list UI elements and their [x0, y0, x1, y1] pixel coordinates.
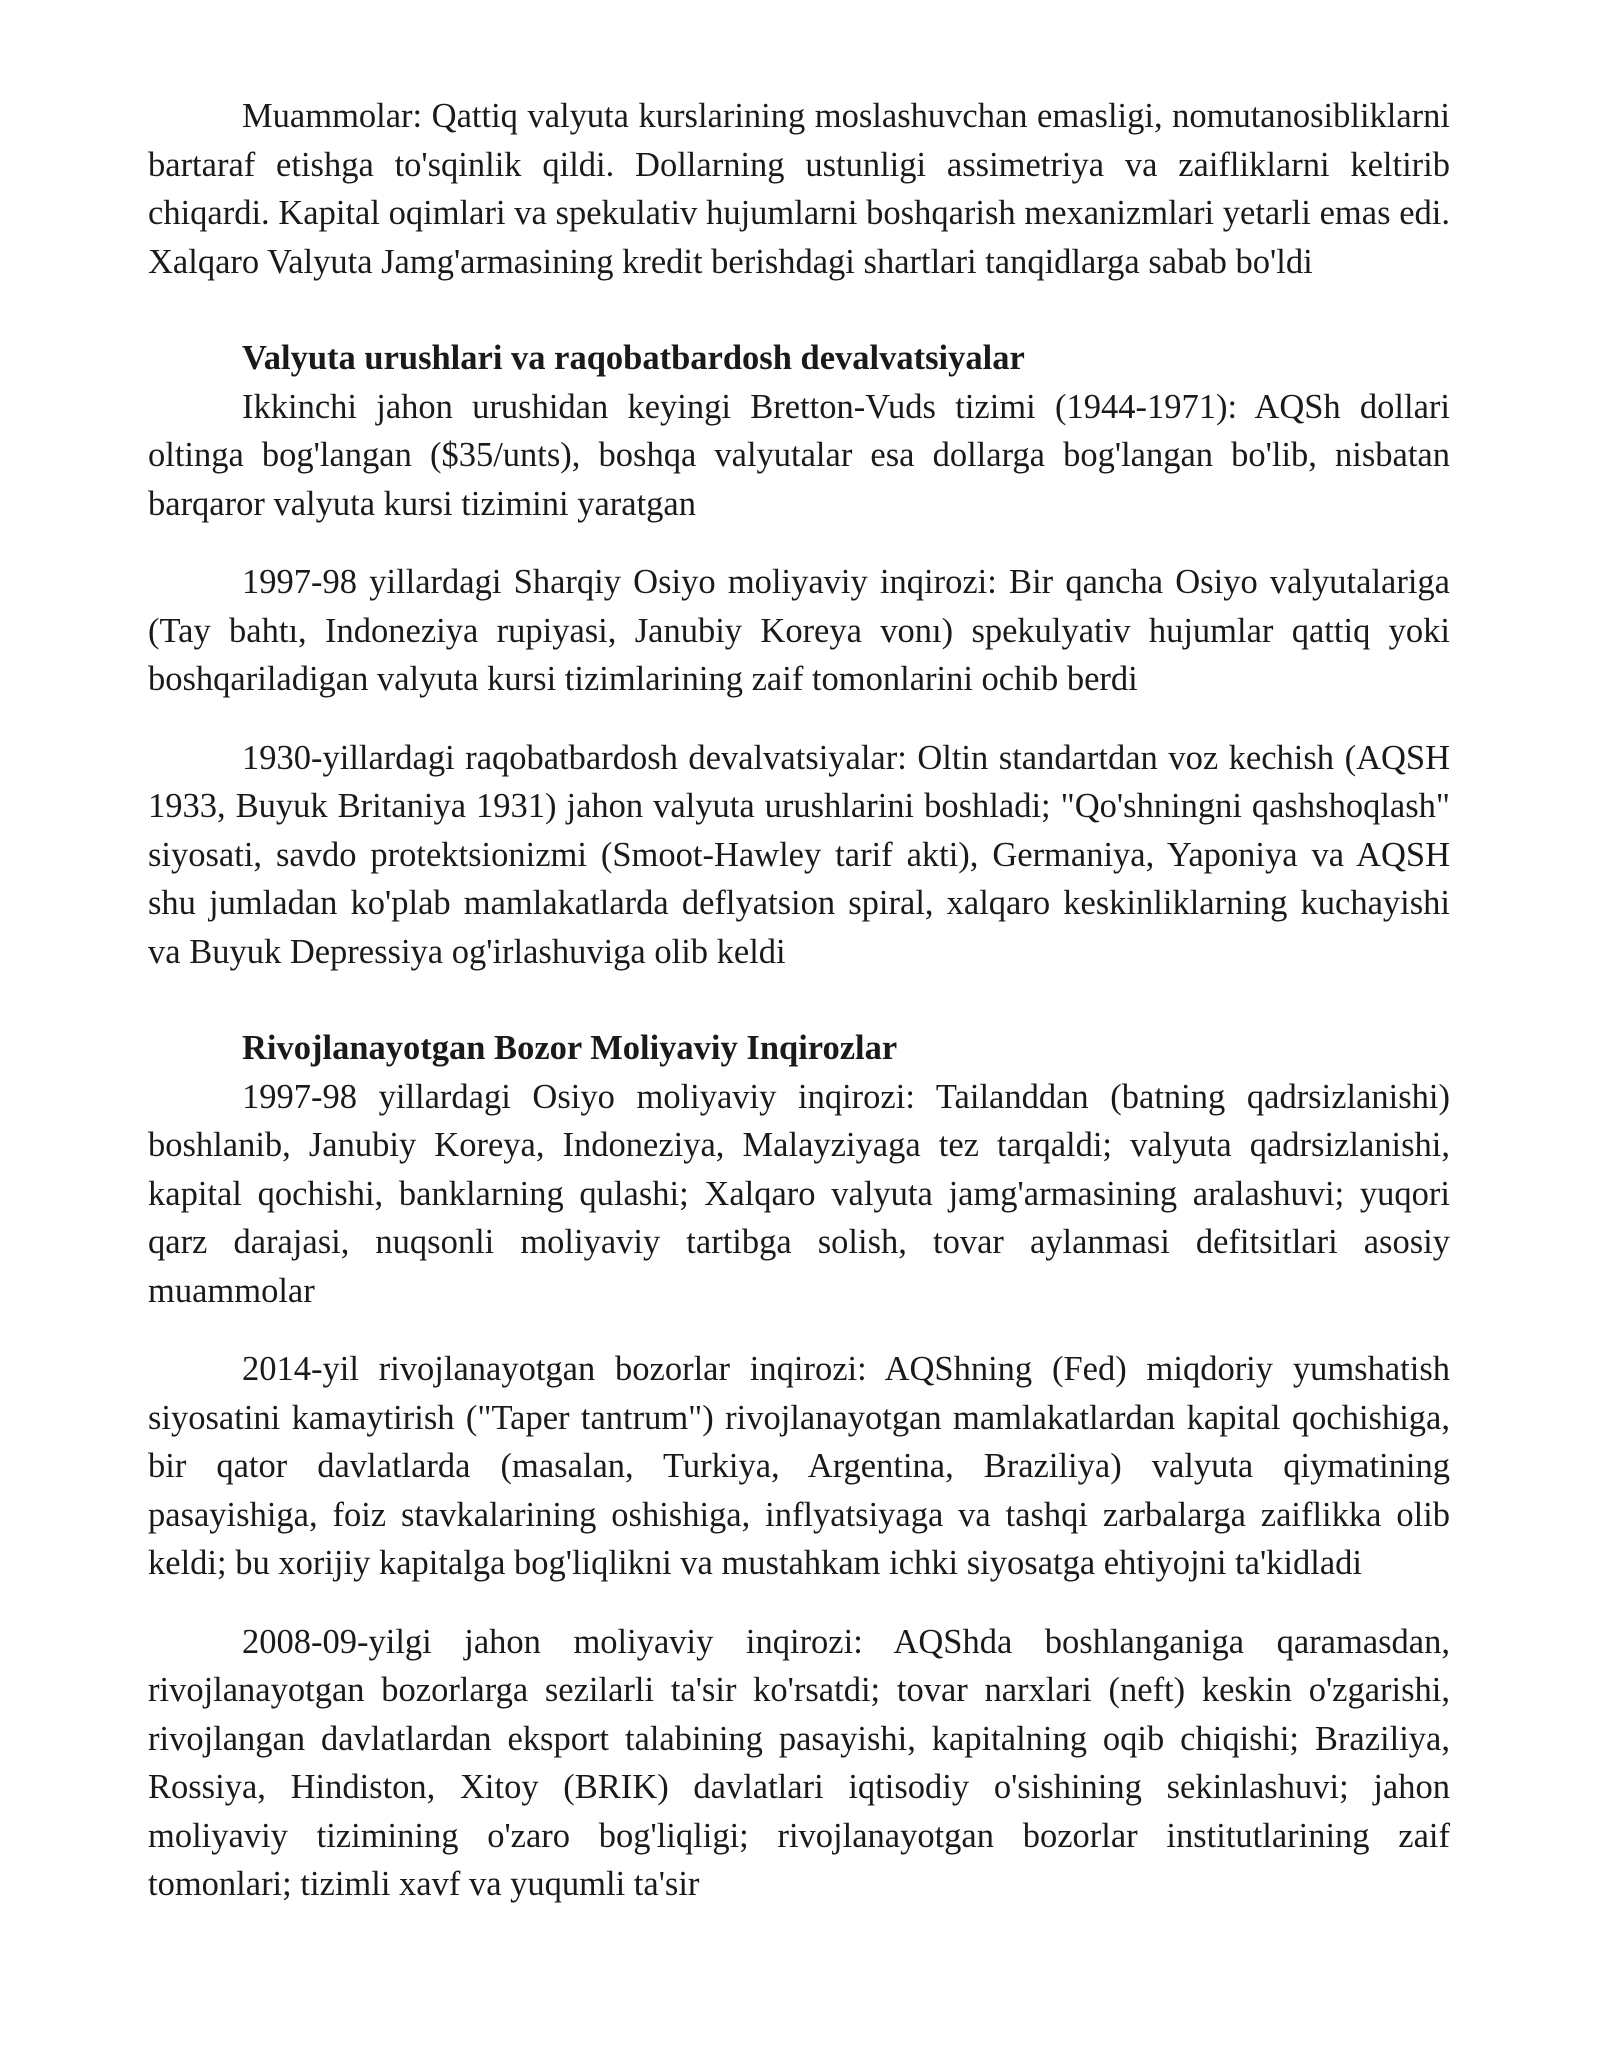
spacer [148, 528, 1450, 558]
paragraph-taper-tantrum: 2014-yil rivojlanayotgan bozorlar inqirozi: AQShning (Fed) miqdoriy yumshatish siyosatini kamaytirish ("Taper tantrum") rivojlanayotgan mamlakatlardan kapital qochishiga, bir qator davlatlarda (masalan, Turkiya, Argentina, Braziliya) valyuta qiymatining pasayishiga, foiz stavkalarining oshishiga, inflyatsiyaga va tashqi zarbalarga zaiflikka olib keldi; bu xorijiy kapitalga bog'liqlikni va mustahkam ichki siyosatga ehtiyojni ta'kidladi [148, 1350, 1450, 1582]
paragraph-1930s-devaluations: 1930-yillardagi raqobatbardosh devalvatsiyalar: Oltin standartdan voz kechish (AQSH 1933, Buyuk Britaniya 1931) jahon valyuta urushlarini boshladi; "Qo'shningni qashshoqlash" siyosati, savdo protektsionizmi (Smoot-Hawley tarif akti), Germaniya, Yaponiya va AQSH shu jumladan ko'plab mamlakatlarda deflyatsion spiral, xalqaro keskinliklarning kuchayishi va Buyuk Depressiya og'irlashuviga olib keldi [148, 738, 1450, 971]
paragraph-bretton-woods: Ikkinchi jahon urushidan keyingi Bretton-Vuds tizimi (1944-1971): AQSh dollari oltinga bog'langan ($35/unts), boshqa valyutalar esa dollarga bog'langan bo'lib, nisbatan barqaror valyuta kursi tizimini yaratgan [148, 387, 1450, 523]
spacer [148, 1588, 1450, 1618]
spacer [148, 976, 1450, 1024]
section-heading-currency-wars: Valyuta urushlari va raqobatbardosh devalvatsiyalar [242, 339, 1025, 377]
document-page [148, 92, 1450, 1909]
paragraph-global-financial-crisis: 2008-09-yilgi jahon moliyaviy inqirozi: AQShda boshlanganiga qaramasdan, rivojlanayotgan bozorlarga sezilarli ta'sir ko'rsatdi; tovar narxlari (neft) keskin o'zgarishi, rivojlangan davlatlardan eksport talabining pasayishi, kapitalning oqib chiqishi; Braziliya, Rossiya, Hindiston, Xitoy (BRIK) davlatlari iqtisodiy o'sishining sekinlashuvi; jahon moliyaviy tizimining o'zaro bog'liqligi; rivojlanayotgan bozorlar institutlarining zaif tomonlari; tizimli xavf va yuqumli ta'sir [148, 1622, 1450, 1903]
paragraph-east-asia-crisis: 1997-98 yillardagi Sharqiy Osiyo moliyaviy inqirozi: Bir qancha Osiyo valyutalariga (Tay bahtı, Indoneziya rupiyasi, Janubiy Koreya vonı) spekulyativ hujumlar qattiq yoki boshqariladigan valyuta kursi tizimlarining zaif tomonlarini ochib berdi [148, 563, 1450, 698]
spacer [148, 1315, 1450, 1345]
paragraph-problems: Muammolar: Qattiq valyuta kurslarining moslashuvchan emasligi, nomutanosibliklarni bartaraf etishga to'sqinlik qildi. Dollarning ustunligi assimetriya va zaifliklarni keltirib chiqardi. Kapital oqimlari va spekulativ hujumlarni boshqarish mexanizmlari yetarli emas edi. Xalqaro Valyuta Jamg'armasining kredit berishdagi shartlari tanqidlarga sabab bo'ldi [148, 97, 1450, 281]
spacer [148, 704, 1450, 734]
section-heading-emerging-markets: Rivojlanayotgan Bozor Moliyaviy Inqirozlar [242, 1029, 898, 1067]
spacer [148, 286, 1450, 334]
paragraph-asian-crisis: 1997-98 yillardagi Osiyo moliyaviy inqirozi: Tailanddan (batning qadrsizlanishi) boshlanib, Janubiy Koreya, Indoneziya, Malayziyaga tez tarqaldi; valyuta qadrsizlanishi, kapital qochishi, banklarning qulashi; Xalqaro valyuta jamg'armasining aralashuvi; yuqori qarz darajasi, nuqsonli moliyaviy tartibga solish, tovar aylanmasi defitsitlari asosiy muammolar [148, 1077, 1450, 1310]
